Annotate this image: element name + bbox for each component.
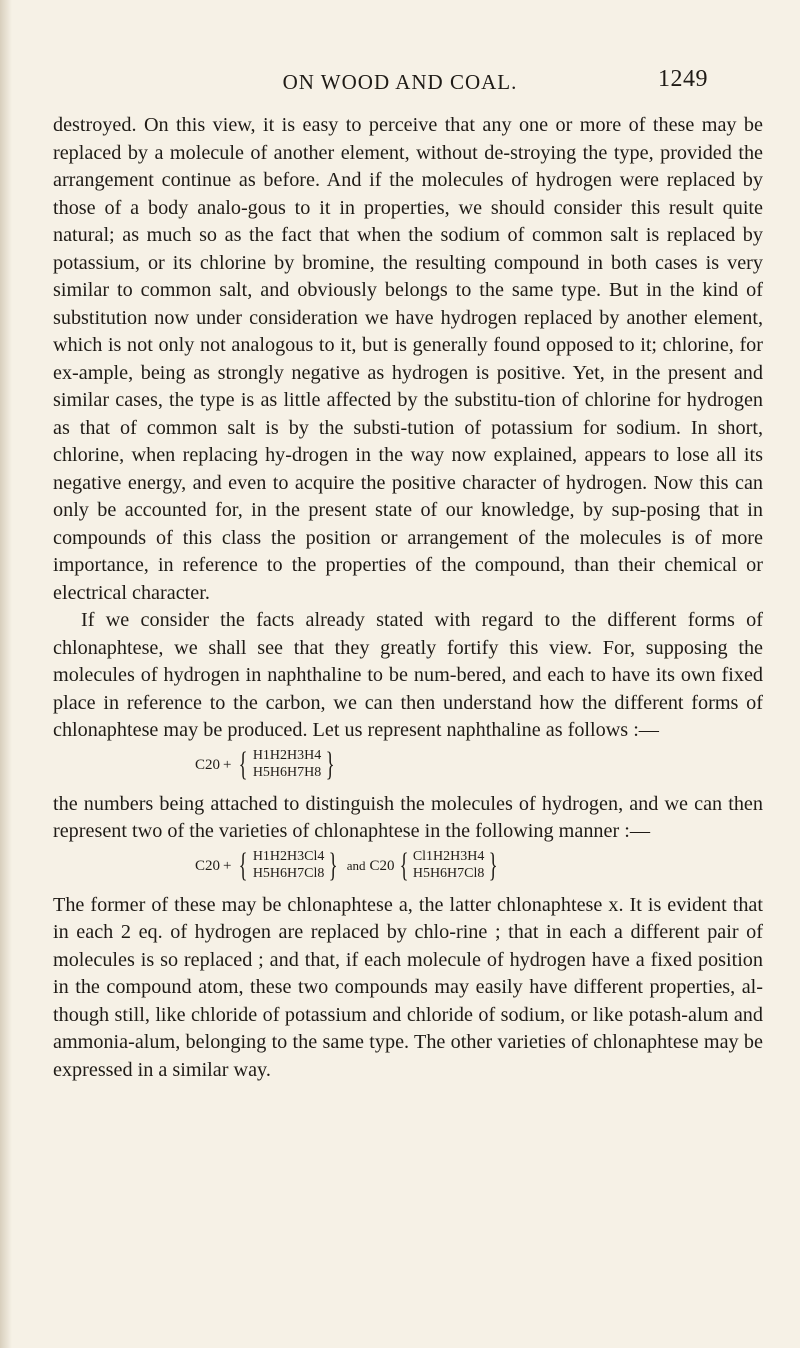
paragraph-1: destroyed. On this view, it is easy to perceive that any one or more of these may be replaced by a molecule of another element, without de-stroying the type, provided the arrangement continue as before. And if the molecules of hydrogen were replaced by those of a body analo-gous to it in properties, we should consider this result quite natural; as much so as the fact that when the sodium of common salt is replaced by potassium, or its chlorine by bromine, the resulting compound in both cases is very similar to common salt, and obviously belongs to the same type. But in the kind of substitution now under consideration we have hydrogen replaced by another element, which is not only not analogous to it, but is generally found opposed to it; chlorine, for ex-ample, being as strongly negative as hydrogen is positive. Yet, in the present and similar cases, the type is as little affected by the substitu-tion of chlorine for hydrogen as that of common salt is by the substi-tution of potassium for sodium. In short, chlorine, when replacing hy-drogen in the way now explained, appears to lose all its negative energy, and even to acquire the positive character of hydrogen. Now this can only be accounted for, in the present state of our knowledge, by sup-posing that in compounds of this class the position or arrangement of the molecules is of more importance, in reference to the properties of the compound, than their chemical or electrical character.	[53, 114, 763, 604]
page-number: 1249	[658, 66, 708, 92]
page-gutter-shadow	[0, 0, 12, 1348]
formula-plus: +	[223, 857, 232, 874]
left-brace: {	[399, 846, 409, 884]
body-text	[53, 112, 763, 1084]
formula-b-bottom-row: H5H6H7Cl8	[412, 866, 485, 881]
formula-carbon-a: C20	[195, 857, 221, 874]
right-brace: }	[329, 846, 339, 884]
paragraph-3: the numbers being attached to distinguish the molecules of hydrogen, and we can then represent two of the varieties of chlonaphtese in the following manner :—	[53, 792, 763, 842]
formula-carbon: C20	[195, 756, 221, 773]
left-brace: {	[239, 846, 249, 884]
page-header	[0, 62, 800, 102]
formula-top-row: H1H2H3H4	[252, 748, 322, 763]
formula-naphthaline	[53, 745, 763, 791]
left-brace: {	[239, 745, 249, 783]
formula-chlonaphtese	[53, 846, 763, 892]
formula-a-bottom-row: H5H6H7Cl8	[252, 866, 325, 881]
paragraph-2: If we consider the facts already stated with regard to the different forms of chlonaphtese, we shall see that they greatly fortify this view. For, supposing the molecules of hydrogen in naphthaline to be num-bered, and each to have its own fixed place in reference to the carbon, we can then understand how the different forms of chlonaphtese may be produced. Let us represent naphthaline as follows :—	[53, 609, 763, 741]
right-brace: }	[489, 846, 499, 884]
running-head: ON WOOD AND COAL.	[282, 70, 518, 94]
formula-and: and	[346, 857, 366, 873]
formula-a-top-row: H1H2H3Cl4	[252, 849, 325, 864]
paragraph-4: The former of these may be chlonaphtese a, the latter chlonaphtese x. It is evident that in each 2 eq. of hydrogen are replaced by chlo-rine ; that in each a different pair of molecules is so replaced ; and that, if each molecule of hydrogen have a fixed position in the compound atom, these two compounds may easily have different properties, al-though still, like chloride of potassium and chloride of sodium, or like potash-alum and ammonia-alum, belonging to the same type. The other varieties of chlonaphtese may be expressed in a similar way.	[53, 893, 763, 1081]
right-brace: }	[325, 745, 335, 783]
formula-plus: +	[223, 756, 232, 773]
formula-b-top-row: Cl1H2H3H4	[412, 849, 485, 864]
formula-carbon-b: C20	[369, 857, 395, 874]
formula-bottom-row: H5H6H7H8	[252, 765, 322, 780]
